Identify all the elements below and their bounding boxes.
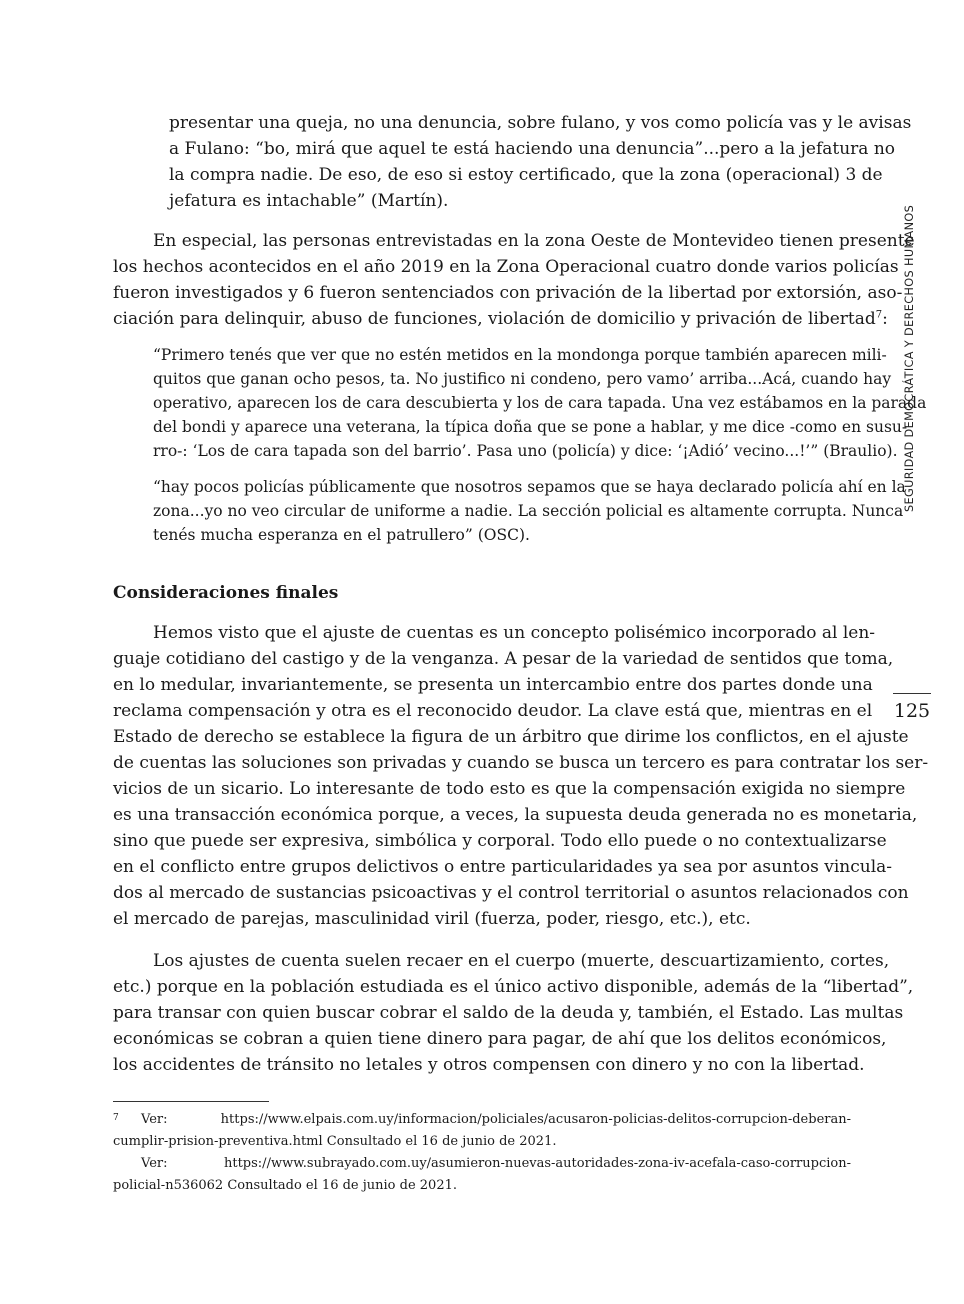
paragraph-line: económicas se cobran a quien tiene dinero para pagar, de ahí que los delitos económicos, [113, 1029, 887, 1049]
paragraph-line: Hemos visto que el ajuste de cuentas es un concepto polisémico incorporado al len- [153, 623, 876, 643]
footnote-reference[interactable]: 7 [875, 309, 883, 321]
paragraph-line: el mercado de parejas, masculinidad viril (fuerza, poder, riesgo, etc.), etc. [113, 909, 751, 929]
paragraph-line: en lo medular, invariantemente, se presenta un intercambio entre dos partes donde una [113, 675, 873, 695]
footnote-line[interactable]: Ver: https://www.elpais.com.uy/informacion/policiales/acusaron-policias-delitos-corrupcion-deberan- [141, 1112, 851, 1127]
paragraph-line-end: : [882, 309, 888, 329]
quote-line: del bondi y aparece una veterana, la típica doña que se pone a hablar, y me dice -como en susu- [153, 418, 908, 436]
page-number: 125 [893, 700, 931, 722]
quote-line: “Primero tenés que ver que no estén metidos en la mondonga porque también aparecen mili- [153, 346, 887, 364]
footnote-line[interactable]: Ver: https://www.subrayado.com.uy/asumieron-nuevas-autoridades-zona-iv-acefala-caso-corrupcion- [141, 1156, 851, 1171]
paragraph-line: reclama compensación y otra es el reconocido deudor. La clave está que, mientras en el [113, 701, 873, 721]
paragraph-line: En especial, las personas entrevistadas en la zona Oeste de Montevideo tienen presente [153, 231, 915, 251]
paragraph-line: de cuentas las soluciones son privadas y cuando se busca un tercero es para contratar los ser- [113, 753, 929, 773]
paragraph-line: sino que puede ser expresiva, simbólica y corporal. Todo ello puede o no contextualizarse [113, 831, 887, 851]
page-number-rule [893, 693, 931, 694]
paragraph-line-text: ciación para delinquir, abuso de funciones, violación de domicilio y privación de libertad [113, 309, 876, 329]
paragraph-line: etc.) porque en la población estudiada es el único activo disponible, además de la “libertad”, [113, 977, 914, 997]
quote-line: tenés mucha esperanza en el patrullero” (OSC). [153, 526, 530, 544]
quote-line: operativo, aparecen los de cara descubierta y los de cara tapada. Una vez estábamos en la parada [153, 394, 927, 412]
paragraph-line [113, 306, 888, 332]
footnote-divider [113, 1101, 269, 1102]
paragraph-line: Los ajustes de cuenta suelen recaer en el cuerpo (muerte, descuartizamiento, cortes, [153, 951, 890, 971]
running-header-side-title: SEGURIDAD DEMOCRÁTICA Y DERECHOS HUMANOS [903, 204, 916, 512]
quote-line: presentar una queja, no una denuncia, sobre fulano, y vos como policía vas y le avisas [169, 113, 912, 133]
paragraph-line: es una transacción económica porque, a veces, la supuesta deuda generada no es monetaria, [113, 805, 918, 825]
paragraph-line: los accidentes de tránsito no letales y otros compensen con dinero y no con la libertad. [113, 1055, 865, 1075]
paragraph-line: vicios de un sicario. Lo interesante de todo esto es que la compensación exigida no siempre [113, 779, 906, 799]
paragraph-line: en el conflicto entre grupos delictivos o entre particularidades ya sea por asuntos vincula- [113, 857, 893, 877]
quote-line: jefatura es intachable” (Martín). [169, 191, 449, 211]
quote-line: rro-: ‘Los de cara tapada son del barrio’. Pasa uno (policía) y dice: ‘¡Adió’ vecino...!’” (Braulio). [153, 442, 898, 460]
quote-line: “hay pocos policías públicamente que nosotros sepamos que se haya declarado policía ahí en la [153, 478, 906, 496]
quote-line: la compra nadie. De eso, de eso si estoy certificado, que la zona (operacional) 3 de [169, 165, 883, 185]
footnote-line[interactable]: policial-n536062 Consultado el 16 de junio de 2021. [113, 1178, 457, 1193]
quote-line: zona...yo no veo circular de uniforme a nadie. La sección policial es altamente corrupta. Nunca [153, 502, 904, 520]
quote-line: quitos que ganan ocho pesos, ta. No justifico ni condeno, pero vamo’ arriba...Acá, cuando hay [153, 370, 892, 388]
paragraph-line: para transar con quien buscar cobrar el saldo de la deuda y, también, el Estado. Las multas [113, 1003, 904, 1023]
paragraph-line: fueron investigados y 6 fueron sentenciados con privación de la libertad por extorsión, aso- [113, 283, 903, 303]
footnote-number: 7 [113, 1113, 119, 1123]
paragraph-line: guaje cotidiano del castigo y de la venganza. A pesar de la variedad de sentidos que toma, [113, 649, 894, 669]
footnote-line[interactable]: cumplir-prision-preventiva.html Consultado el 16 de junio de 2021. [113, 1134, 557, 1149]
quote-line: a Fulano: “bo, mirá que aquel te está haciendo una denuncia”...pero a la jefatura no [169, 139, 896, 159]
paragraph-line: Estado de derecho se establece la figura de un árbitro que dirime los conflictos, en el ajuste [113, 727, 909, 747]
paragraph-line: los hechos acontecidos en el año 2019 en la Zona Operacional cuatro donde varios policías [113, 257, 899, 277]
paragraph-line: dos al mercado de sustancias psicoactivas y el control territorial o asuntos relacionados con [113, 883, 909, 903]
section-heading: Consideraciones finales [113, 583, 339, 603]
